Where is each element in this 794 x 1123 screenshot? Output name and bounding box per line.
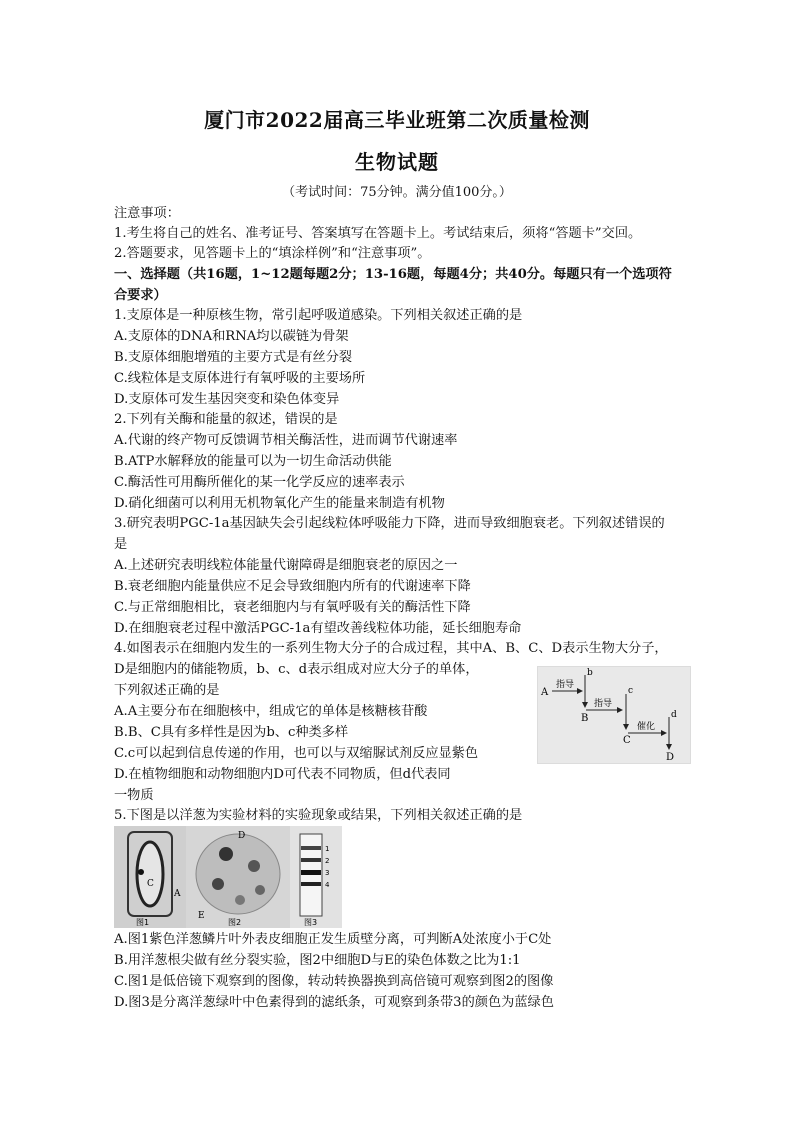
unit-c: c — [628, 686, 634, 696]
band-2 — [301, 858, 321, 862]
arrow-label-catalyze: 催化 — [637, 722, 656, 732]
onion-experiment-svg — [114, 826, 342, 928]
option-c: C.酶活性可用酶所催化的某一化学反应的速率表示 — [114, 475, 405, 490]
question-stem: 5.下图是以洋葱为实验材料的实验现象或结果，下列相关叙述正确的是 — [114, 808, 523, 823]
synthesis-diagram — [537, 666, 691, 764]
option-c: C.c可以起到信息传递的作用，也可以与双缩脲试剂反应显紫色 — [114, 746, 479, 761]
section-heading-cont: 合要求） — [114, 288, 167, 303]
section-heading: 一、选择题（共16题，1~12题每题2分；13-16题，每题4分；共40分。每题只有一个选项符 — [114, 267, 672, 282]
option-b: B.B、C具有多样性是因为b、c种类多样 — [114, 725, 349, 740]
question-stem-cont: 下列叙述正确的是 — [114, 683, 220, 698]
strip-number-1: 1 — [325, 845, 330, 853]
caption-fig1: 图1 — [136, 918, 150, 927]
node-c: C — [623, 735, 631, 746]
option-a: A.支原体的DNA和RNA均以碳链为骨架 — [114, 329, 349, 344]
option-b: B.衰老细胞内能量供应不足会导致细胞内所有的代谢速率下降 — [114, 579, 471, 594]
exam-info: （考试时间：75分钟。满分值100分。） — [282, 185, 512, 200]
onion-experiment-figure — [114, 826, 342, 928]
option-a: A.A主要分布在细胞核中，组成它的单体是核糖核苷酸 — [114, 704, 428, 719]
option-d: D.支原体可发生基因突变和染色体变异 — [114, 392, 340, 407]
page-subtitle: 生物试题 — [355, 150, 439, 174]
label-a: A — [174, 889, 181, 899]
option-d: D.在植物细胞和动物细胞内D可代表不同物质，但d代表同 — [114, 767, 451, 782]
band-3 — [301, 870, 321, 875]
cell-d — [219, 847, 233, 861]
node-d: D — [666, 752, 675, 763]
option-d: D.在细胞衰老过程中激活PGC-1a有望改善线粒体功能，延长细胞寿命 — [114, 621, 522, 636]
strip-number-2: 2 — [325, 857, 330, 865]
option-a: A.上述研究表明线粒体能量代谢障碍是细胞衰老的原因之一 — [114, 558, 458, 573]
caption-fig2: 图2 — [228, 918, 242, 927]
unit-b: b — [587, 668, 593, 678]
notes-heading: 注意事项： — [114, 206, 180, 221]
question-stem: 4.如图表示在细胞内发生的一系列生物大分子的合成过程，其中A、B、C、D表示生物大分子， — [114, 641, 668, 656]
question-stem-cont: D是细胞内的储能物质，b、c、d表示组成对应大分子的单体， — [114, 662, 479, 677]
cell-chromatin-2 — [255, 885, 265, 895]
band-4 — [301, 882, 321, 886]
strip-number-3: 3 — [325, 869, 330, 877]
notes-item: 1.考生将自己的姓名、准考证号、答案填写在答题卡上。考试结束后，须将“答题卡”交回。 — [114, 226, 642, 241]
cell-e — [212, 878, 224, 890]
option-d: D.图3是分离洋葱绿叶中色素得到的滤纸条，可观察到条带3的颜色为蓝绿色 — [114, 995, 554, 1010]
label-c: C — [147, 879, 154, 889]
arrow-label-guide-1: 指导 — [556, 680, 575, 690]
nucleus — [138, 869, 144, 875]
caption-fig3: 图3 — [304, 918, 318, 927]
arrow-label-guide-2: 指导 — [594, 699, 613, 709]
option-d: D.硝化细菌可以利用无机物氧化产生的能量来制造有机物 — [114, 496, 445, 511]
question-stem: 1.支原体是一种原核生物，常引起呼吸道感染。下列相关叙述正确的是 — [114, 308, 523, 323]
option-a: A.代谢的终产物可反馈调节相关酶活性，进而调节代谢速率 — [114, 433, 458, 448]
unit-d: d — [671, 710, 677, 720]
cell-chromatin — [248, 860, 260, 872]
synthesis-diagram-svg — [538, 667, 690, 763]
label-d: D — [238, 831, 246, 841]
option-c: C.线粒体是支原体进行有氧呼吸的主要场所 — [114, 371, 366, 386]
question-stem-cont: 是 — [114, 537, 128, 552]
cell-chromatin-3 — [235, 895, 245, 905]
question-stem: 3.研究表明PGC-1a基因缺失会引起线粒体呼吸能力下降，进而导致细胞衰老。下列叙述错误的 — [114, 516, 665, 531]
band-1 — [301, 846, 321, 850]
notes-item: 2.答题要求，见答题卡上的“填涂样例”和“注意事项”。 — [114, 246, 431, 261]
strip-number-4: 4 — [325, 881, 330, 889]
node-b: B — [581, 713, 589, 724]
option-b: B.ATP水解释放的能量可以为一切生命活动供能 — [114, 454, 392, 469]
question-stem: 2.下列有关酶和能量的叙述，错误的是 — [114, 412, 338, 427]
option-b: B.支原体细胞增殖的主要方式是有丝分裂 — [114, 350, 353, 365]
option-c: C.图1是低倍镜下观察到的图像，转动转换器换到高倍镜可观察到图2的图像 — [114, 974, 554, 989]
page-title: 厦门市2022届高三毕业班第二次质量检测 — [204, 108, 590, 132]
node-a: A — [541, 687, 549, 698]
label-e: E — [198, 911, 205, 921]
option-a: A.图1紫色洋葱鳞片叶外表皮细胞正发生质壁分离，可判断A处浓度小于C处 — [114, 932, 552, 947]
option-c: C.与正常细胞相比，衰老细胞内与有氧呼吸有关的酶活性下降 — [114, 600, 471, 615]
option-b: B.用洋葱根尖做有丝分裂实验，图2中细胞D与E的染色体数之比为1:1 — [114, 953, 521, 968]
option-d-cont: 一物质 — [114, 788, 154, 803]
